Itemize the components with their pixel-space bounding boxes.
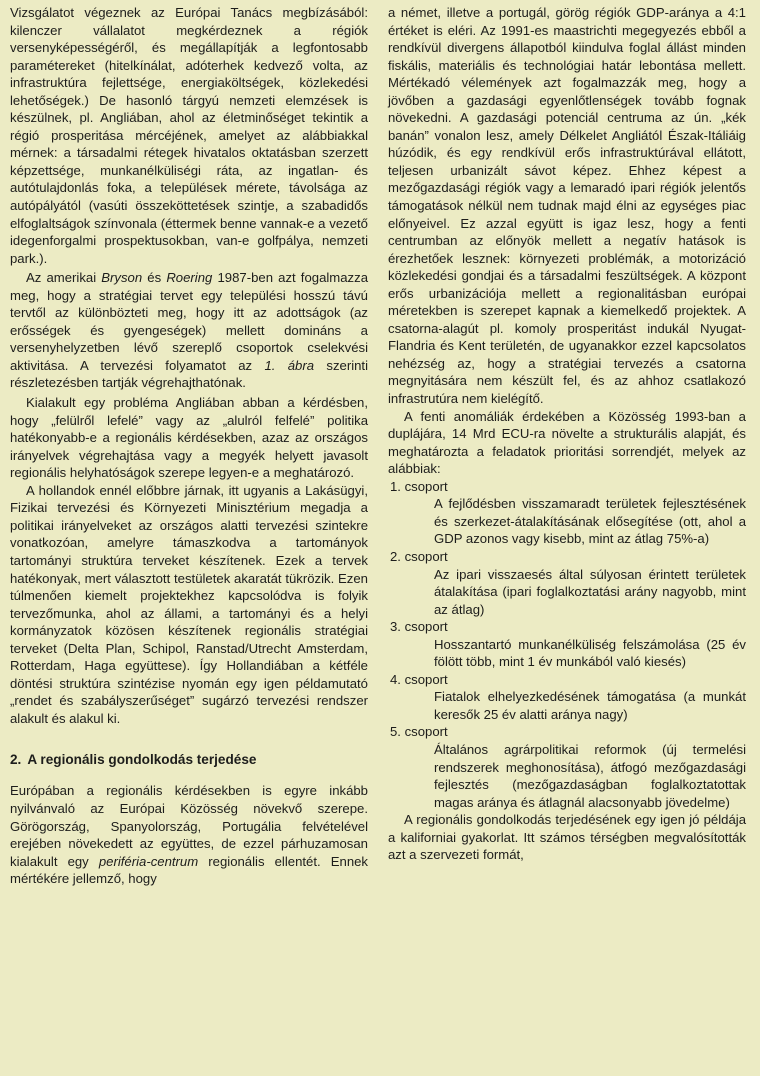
group-label: 4. csoport <box>390 671 448 687</box>
paragraph-strategic-plan <box>10 269 368 392</box>
list-item <box>388 478 746 548</box>
paragraph-europe-regional <box>10 782 368 887</box>
section-number: 2. <box>10 752 22 768</box>
group-label: 3. csoport <box>390 619 448 635</box>
term-periphery-centre: periféria-centrum <box>98 853 199 869</box>
paragraph-structural-funds: A fenti anomáliák érdekében a Közösség 1993-ban a duplájára, 14 Mrd ECU-ra növelte a strukturális alapját, és meghatározta a feladatok prioritási sorrendjét, melyek az alábbiak: <box>388 408 746 477</box>
left-column <box>10 4 368 1076</box>
author-name-roering: Roering <box>166 270 213 286</box>
group-text: Az ipari visszaesés által súlyosan érintett területek átalakítása (ipari foglalkoztatási arány nagyobb, mint az átlag) <box>434 566 746 617</box>
paragraph-england-problem: Kialakult egy probléma Angliában abban a kérdésben, hogy „felülről lefelé” vagy az „alulról felfelé” politika hatékonyabb-e a regionális kérdésekben, azaz az országos irányelvek végrehajtása vagy a megyék helyett javasolt regionális helyhatóságok szerepe legyen-e a meghatározó. <box>10 395 368 481</box>
text-span: 1987-ben azt fogalmazza meg, hogy a stratégiai tervet egy települési hosszú távú tervtől az különbözteti meg, hogy itt az adottságok (az erősségek és gyengeségek) mellett domináns a versenyhelyzetben lévő szereplő csoportok cselekvési aktivitása. A tervezési folyamatot az <box>10 270 368 373</box>
group-label: 5. csoport <box>390 724 448 740</box>
list-item <box>388 618 746 671</box>
paragraph-evaluation: Vizsgálatot végeznek az Európai Tanács megbízásából: kilenczer vállalatot megkérdeznek a régiók versenyképességéről, és megállapítják a legfontosabb paramétereket (hitelkínálat, adóterhek kedvező volta, az infrastruktúra fejlettsége, energiaköltségek, közlekedési lehetőségek.) De hasonló tárgyú nemzeti elemzések is készülnek, pl. Angliában, ahol az életminőséget tekintik a régió prosperitása mércéjének, amelyet az alábbiakkal mérnek: a társadalmi rétegek hivatalos oktatásban szerzett képzettsége, munkanélküliségi ráta, az ingatlan- és autótulajdonlás foka, a települések mérete, távolsága az autópályától (vasúti összeköttetések szintje, a szabadidős elfoglaltságok színvonala (éttermek benne vannak-e a vezető idegenforgalmi prospektusokban, van-e golfpálya, nemzeti park.). <box>10 5 368 266</box>
figure-reference: 1. ábra <box>264 357 315 373</box>
author-name-bryson: Bryson <box>101 270 143 286</box>
group-label: 2. csoport <box>390 548 448 564</box>
priority-groups-list <box>388 478 746 811</box>
list-item <box>388 723 746 811</box>
group-text: Általános agrárpolitikai reformok (új termelési rendszerek meghonosítása), átfogó mezőgazdasági fejlesztés (mezőgazdaságban foglalkoztatottak magas aránya és átlagnál alacsonyabb jövedelme) <box>434 741 746 810</box>
text-span: és <box>142 270 167 286</box>
group-text: Hosszantartó munkanélküliség felszámolása (25 év fölött több, mint 1 év munkából való kiesés) <box>434 636 746 670</box>
section-heading <box>10 751 368 769</box>
right-column <box>388 4 746 1076</box>
group-text: A fejlődésben visszamaradt területek fejlesztésének és szerkezet-átalakításának elősegítése (ott, ahol a GDP azonos vagy kisebb, mint az átlag 75%-a) <box>434 496 746 547</box>
text-span: szerinti részletezésben tartják végrehajthatónak. <box>10 357 368 391</box>
group-label: 1. csoport <box>390 478 448 494</box>
text-span: Európában a regionális kérdésekben is egyre inkább nyilvánvaló az Európai Közösség növekvő szerepe. Görögország, Spanyolország, Portugália felvételével erejében növekedett az együttes, de ezzel párhuzamosan kialakult egy <box>10 783 368 869</box>
list-item <box>388 548 746 618</box>
text-span: Az amerikai <box>26 270 102 286</box>
paragraph-gdp-ratio: a német, illetve a portugál, görög régiók GDP-aránya a 4:1 értéket is eléri. Az 1991-es maastrichti megegyezés ebből a rendkívül divergens állapotból kiindulva foglal állást minden fiskális, materiális és technológiai határ lebontása mellett. Mértékadó vélemények azt fogalmazzák meg, hogy a jövőben a gazdasági egyenlőtlenségek tovább fognak növekedni. A gazdasági potenciál centruma az ún. „kék banán” vonalon lesz, amely Délkelet Angliától Észak-Itáliáig húzódik, és egy rendkívül erős infrastruktúrával ellátott, teljesen urbanizált sávot képez. Ehhez képest a mezőgazdasági régiók vagy a lemaradó ipari régiók jelentős támogatások nélkül nem tudnak majd élni az egységes piac előnyeivel. Ez azzal együtt is igaz lesz, hogy a fenti centrumban az előnyök mellett a negatív hatások is érezhetőek lesznek: környezeti problémák, a motorizáció közlekedési gondjai és a társadalmi feszültségek. A központ erős urbanizációja mellett a regionalitásban európai méretekben is szerepet kapnak a kiemelkedő projektek. A csatorna-alagút pl. komoly prosperitást indukál Nyugat-Flandria és Kent területén, de ugyanakkor ezzel kapcsolatos nehézség az, hogy a stratégiai tervezés a csatorna megnyitására nem készült fel, és az ahhoz csatlakozó infrastrutúra nem kielégítő. <box>388 5 746 407</box>
section-title: A regionális gondolkodás terjedése <box>27 752 257 768</box>
paragraph-netherlands: A hollandok ennél előbbre járnak, itt ugyanis a Lakásügyi, Fizikai tervezési és Környezeti Minisztérium megadja a politikai irányelveket az országos alatti tervezési szintekre vonatkozóan, amelyre támaszkodva a tartományok tartományi struktúra terveket készítenek. Ezek a tervek hatékonyak, mert választott testületek akaratát tükrözik. Ezen túlmenően kiemelt projektekhez kapcsolódva is folyik tervezőmunka, ahol az állami, a tartományi és a helyi kormányzatok közösen készítenek regionális stratégiai terveket (Delta Plan, Schipol, Ranstad/Utrecht Amsterdam, Rotterdam, Haga együttese). Így Hollandiában a kétféle döntési struktúra szintézise nyomán egy igen példamutató „rendet és szabályszerűséget” sugárzó tervezési rendszer alakult és alakul ki. <box>10 482 368 726</box>
group-text: Fiatalok elhelyezkedésének támogatása (a munkát keresők 25 év alatti aránya nagy) <box>434 689 746 722</box>
text-span: regionális ellentét. Ennek mértékére jellemző, hogy <box>10 853 369 887</box>
paragraph-california: A regionális gondolkodás terjedésének egy igen jó példája a kaliforniai gyakorlat. Itt számos térségben megvalósították azt a szervezeti formát, <box>388 812 746 863</box>
list-item <box>388 671 746 724</box>
